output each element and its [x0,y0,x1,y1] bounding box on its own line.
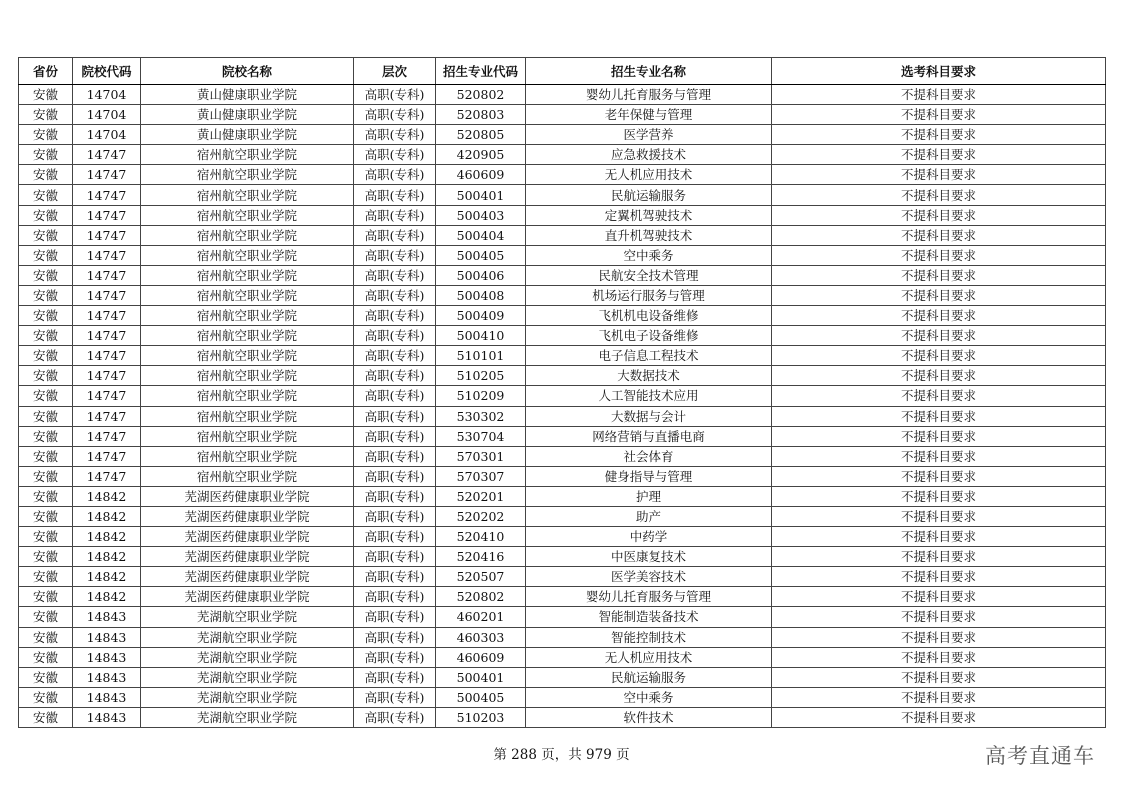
cell-subject-requirement: 不提科目要求 [772,506,1106,526]
cell-level: 高职(专科) [354,527,436,547]
cell-subject-requirement: 不提科目要求 [772,85,1106,105]
cell-province: 安徽 [19,607,73,627]
cell-school-name: 芜湖医药健康职业学院 [141,567,354,587]
cell-subject-requirement: 不提科目要求 [772,667,1106,687]
cell-major-name: 老年保健与管理 [526,105,772,125]
cell-school-code: 14747 [73,326,141,346]
cell-major-name: 中医康复技术 [526,547,772,567]
cell-major-name: 定翼机驾驶技术 [526,205,772,225]
cell-major-name: 机场运行服务与管理 [526,285,772,305]
cell-major-code: 520410 [436,527,526,547]
cell-major-name: 婴幼儿托育服务与管理 [526,587,772,607]
cell-level: 高职(专科) [354,285,436,305]
cell-major-code: 500405 [436,687,526,707]
cell-school-name: 芜湖航空职业学院 [141,667,354,687]
table-row [19,506,1106,526]
cell-major-code: 500401 [436,667,526,687]
table-row [19,527,1106,547]
cell-subject-requirement: 不提科目要求 [772,225,1106,245]
cell-major-name: 飞机机电设备维修 [526,306,772,326]
table-row [19,607,1106,627]
cell-subject-requirement: 不提科目要求 [772,105,1106,125]
cell-school-code: 14842 [73,567,141,587]
cell-level: 高职(专科) [354,326,436,346]
cell-school-name: 黄山健康职业学院 [141,85,354,105]
cell-province: 安徽 [19,627,73,647]
cell-major-name: 民航运输服务 [526,667,772,687]
cell-subject-requirement: 不提科目要求 [772,265,1106,285]
cell-major-name: 空中乘务 [526,245,772,265]
cell-province: 安徽 [19,466,73,486]
cell-province: 安徽 [19,245,73,265]
cell-school-code: 14843 [73,647,141,667]
cell-school-code: 14704 [73,105,141,125]
header-major-code: 招生专业代码 [436,58,526,85]
cell-school-code: 14747 [73,165,141,185]
cell-major-code: 500409 [436,306,526,326]
cell-subject-requirement: 不提科目要求 [772,647,1106,667]
table-row [19,386,1106,406]
cell-subject-requirement: 不提科目要求 [772,567,1106,587]
cell-subject-requirement: 不提科目要求 [772,707,1106,727]
cell-school-name: 宿州航空职业学院 [141,245,354,265]
cell-school-name: 宿州航空职业学院 [141,306,354,326]
cell-school-name: 宿州航空职业学院 [141,406,354,426]
cell-major-code: 460201 [436,607,526,627]
cell-subject-requirement: 不提科目要求 [772,607,1106,627]
cell-level: 高职(专科) [354,486,436,506]
cell-major-name: 电子信息工程技术 [526,346,772,366]
cell-subject-requirement: 不提科目要求 [772,145,1106,165]
cell-province: 安徽 [19,366,73,386]
cell-level: 高职(专科) [354,125,436,145]
cell-province: 安徽 [19,647,73,667]
table-row [19,587,1106,607]
cell-subject-requirement: 不提科目要求 [772,446,1106,466]
cell-school-code: 14843 [73,707,141,727]
cell-subject-requirement: 不提科目要求 [772,687,1106,707]
cell-subject-requirement: 不提科目要求 [772,627,1106,647]
cell-major-name: 助产 [526,506,772,526]
cell-major-name: 大数据与会计 [526,406,772,426]
cell-school-name: 芜湖医药健康职业学院 [141,486,354,506]
cell-major-code: 510209 [436,386,526,406]
cell-province: 安徽 [19,667,73,687]
cell-school-code: 14747 [73,185,141,205]
cell-level: 高职(专科) [354,627,436,647]
cell-province: 安徽 [19,125,73,145]
table-row [19,466,1106,486]
table-row [19,245,1106,265]
cell-level: 高职(专科) [354,386,436,406]
cell-school-name: 宿州航空职业学院 [141,205,354,225]
cell-school-code: 14842 [73,527,141,547]
cell-major-name: 婴幼儿托育服务与管理 [526,85,772,105]
cell-major-name: 健身指导与管理 [526,466,772,486]
cell-major-name: 社会体育 [526,446,772,466]
cell-level: 高职(专科) [354,85,436,105]
cell-school-name: 宿州航空职业学院 [141,145,354,165]
cell-school-name: 宿州航空职业学院 [141,285,354,305]
table-row [19,145,1106,165]
cell-major-code: 460609 [436,647,526,667]
table-row [19,265,1106,285]
table-row [19,125,1106,145]
cell-major-code: 460303 [436,627,526,647]
cell-level: 高职(专科) [354,205,436,225]
header-province: 省份 [19,58,73,85]
cell-province: 安徽 [19,426,73,446]
cell-province: 安徽 [19,145,73,165]
cell-major-name: 无人机应用技术 [526,165,772,185]
cell-major-name: 人工智能技术应用 [526,386,772,406]
admission-table [18,57,1106,728]
cell-major-code: 500406 [436,265,526,285]
cell-school-name: 宿州航空职业学院 [141,265,354,285]
cell-major-code: 520201 [436,486,526,506]
cell-school-name: 宿州航空职业学院 [141,426,354,446]
cell-school-name: 芜湖医药健康职业学院 [141,547,354,567]
cell-school-code: 14842 [73,547,141,567]
cell-major-name: 医学营养 [526,125,772,145]
cell-school-name: 宿州航空职业学院 [141,386,354,406]
cell-level: 高职(专科) [354,567,436,587]
cell-level: 高职(专科) [354,406,436,426]
cell-major-code: 570301 [436,446,526,466]
cell-level: 高职(专科) [354,366,436,386]
cell-province: 安徽 [19,346,73,366]
table-row [19,707,1106,727]
cell-major-name: 民航运输服务 [526,185,772,205]
cell-level: 高职(专科) [354,587,436,607]
cell-major-name: 软件技术 [526,707,772,727]
cell-major-code: 510203 [436,707,526,727]
cell-level: 高职(专科) [354,466,436,486]
table-row [19,185,1106,205]
cell-school-name: 黄山健康职业学院 [141,105,354,125]
cell-major-name: 直升机驾驶技术 [526,225,772,245]
cell-province: 安徽 [19,265,73,285]
cell-school-code: 14747 [73,205,141,225]
cell-subject-requirement: 不提科目要求 [772,346,1106,366]
header-school-name: 院校名称 [141,58,354,85]
cell-province: 安徽 [19,406,73,426]
table-row [19,105,1106,125]
table-row [19,285,1106,305]
cell-school-name: 芜湖航空职业学院 [141,687,354,707]
cell-major-name: 无人机应用技术 [526,647,772,667]
cell-school-name: 芜湖航空职业学院 [141,707,354,727]
cell-school-code: 14747 [73,346,141,366]
cell-school-name: 宿州航空职业学院 [141,185,354,205]
cell-major-code: 570307 [436,466,526,486]
cell-school-name: 宿州航空职业学院 [141,326,354,346]
table-row [19,326,1106,346]
cell-school-name: 芜湖医药健康职业学院 [141,527,354,547]
cell-school-name: 芜湖航空职业学院 [141,627,354,647]
cell-school-code: 14747 [73,386,141,406]
cell-subject-requirement: 不提科目要求 [772,205,1106,225]
cell-level: 高职(专科) [354,607,436,627]
cell-school-code: 14747 [73,225,141,245]
page-number: 第 288 页，共 979 页 [493,747,630,763]
table-row [19,366,1106,386]
header-major-name: 招生专业名称 [526,58,772,85]
cell-school-code: 14843 [73,687,141,707]
cell-major-code: 510101 [436,346,526,366]
header-level: 层次 [354,58,436,85]
cell-major-code: 530302 [436,406,526,426]
cell-subject-requirement: 不提科目要求 [772,165,1106,185]
cell-major-name: 智能控制技术 [526,627,772,647]
cell-subject-requirement: 不提科目要求 [772,587,1106,607]
cell-major-code: 500401 [436,185,526,205]
table-body [19,85,1106,728]
cell-school-name: 芜湖航空职业学院 [141,607,354,627]
cell-province: 安徽 [19,707,73,727]
cell-province: 安徽 [19,105,73,125]
cell-level: 高职(专科) [354,707,436,727]
cell-school-name: 芜湖航空职业学院 [141,647,354,667]
cell-school-code: 14747 [73,366,141,386]
cell-province: 安徽 [19,446,73,466]
cell-level: 高职(专科) [354,687,436,707]
cell-major-name: 民航安全技术管理 [526,265,772,285]
cell-major-name: 飞机电子设备维修 [526,326,772,346]
cell-school-name: 芜湖医药健康职业学院 [141,506,354,526]
cell-subject-requirement: 不提科目要求 [772,547,1106,567]
cell-subject-requirement: 不提科目要求 [772,306,1106,326]
table-row [19,346,1106,366]
cell-level: 高职(专科) [354,506,436,526]
cell-school-name: 宿州航空职业学院 [141,466,354,486]
cell-subject-requirement: 不提科目要求 [772,486,1106,506]
cell-major-code: 520507 [436,567,526,587]
cell-level: 高职(专科) [354,225,436,245]
cell-major-code: 510205 [436,366,526,386]
cell-major-name: 中药学 [526,527,772,547]
cell-subject-requirement: 不提科目要求 [772,326,1106,346]
cell-major-name: 空中乘务 [526,687,772,707]
cell-school-name: 宿州航空职业学院 [141,225,354,245]
cell-major-name: 智能制造装备技术 [526,607,772,627]
cell-major-code: 460609 [436,165,526,185]
cell-province: 安徽 [19,386,73,406]
header-school-code: 院校代码 [73,58,141,85]
header-subject-requirement: 选考科目要求 [772,58,1106,85]
table-row [19,547,1106,567]
cell-subject-requirement: 不提科目要求 [772,466,1106,486]
table-row [19,446,1106,466]
cell-province: 安徽 [19,225,73,245]
cell-level: 高职(专科) [354,346,436,366]
cell-school-code: 14747 [73,145,141,165]
cell-province: 安徽 [19,165,73,185]
cell-school-code: 14747 [73,426,141,446]
cell-school-code: 14747 [73,245,141,265]
cell-province: 安徽 [19,486,73,506]
cell-subject-requirement: 不提科目要求 [772,125,1106,145]
cell-subject-requirement: 不提科目要求 [772,426,1106,446]
cell-level: 高职(专科) [354,105,436,125]
cell-province: 安徽 [19,687,73,707]
table-row [19,667,1106,687]
cell-major-name: 网络营销与直播电商 [526,426,772,446]
cell-level: 高职(专科) [354,667,436,687]
cell-level: 高职(专科) [354,446,436,466]
cell-major-code: 500404 [436,225,526,245]
cell-level: 高职(专科) [354,547,436,567]
table-row [19,687,1106,707]
table-row [19,486,1106,506]
cell-school-code: 14842 [73,587,141,607]
cell-major-code: 520802 [436,85,526,105]
table-row [19,165,1106,185]
cell-level: 高职(专科) [354,165,436,185]
cell-school-code: 14747 [73,285,141,305]
cell-school-name: 宿州航空职业学院 [141,446,354,466]
cell-province: 安徽 [19,587,73,607]
cell-major-name: 医学美容技术 [526,567,772,587]
cell-subject-requirement: 不提科目要求 [772,245,1106,265]
cell-school-name: 黄山健康职业学院 [141,125,354,145]
cell-subject-requirement: 不提科目要求 [772,386,1106,406]
table-row [19,205,1106,225]
cell-level: 高职(专科) [354,647,436,667]
cell-province: 安徽 [19,547,73,567]
cell-province: 安徽 [19,85,73,105]
cell-major-code: 520802 [436,587,526,607]
table-row [19,225,1106,245]
cell-subject-requirement: 不提科目要求 [772,366,1106,386]
cell-major-name: 应急救援技术 [526,145,772,165]
table-row [19,85,1106,105]
cell-major-name: 大数据技术 [526,366,772,386]
cell-major-code: 500405 [436,245,526,265]
cell-school-code: 14704 [73,85,141,105]
cell-subject-requirement: 不提科目要求 [772,285,1106,305]
cell-major-code: 520805 [436,125,526,145]
cell-major-code: 520202 [436,506,526,526]
cell-school-code: 14747 [73,466,141,486]
cell-school-code: 14843 [73,627,141,647]
cell-level: 高职(专科) [354,245,436,265]
cell-major-code: 530704 [436,426,526,446]
cell-major-code: 520803 [436,105,526,125]
table-row [19,647,1106,667]
table-row [19,426,1106,446]
cell-school-name: 芜湖医药健康职业学院 [141,587,354,607]
cell-school-name: 宿州航空职业学院 [141,366,354,386]
cell-level: 高职(专科) [354,306,436,326]
cell-subject-requirement: 不提科目要求 [772,406,1106,426]
cell-province: 安徽 [19,567,73,587]
cell-school-code: 14747 [73,406,141,426]
cell-province: 安徽 [19,326,73,346]
cell-province: 安徽 [19,527,73,547]
cell-school-name: 宿州航空职业学院 [141,165,354,185]
cell-school-code: 14747 [73,306,141,326]
cell-province: 安徽 [19,185,73,205]
watermark-text: 高考直通车 [985,744,1095,768]
cell-subject-requirement: 不提科目要求 [772,185,1106,205]
cell-school-code: 14842 [73,486,141,506]
cell-province: 安徽 [19,506,73,526]
table-row [19,627,1106,647]
cell-major-code: 420905 [436,145,526,165]
cell-school-name: 宿州航空职业学院 [141,346,354,366]
cell-school-code: 14704 [73,125,141,145]
cell-school-code: 14747 [73,265,141,285]
cell-major-code: 500410 [436,326,526,346]
cell-level: 高职(专科) [354,185,436,205]
cell-level: 高职(专科) [354,426,436,446]
cell-province: 安徽 [19,205,73,225]
table-row [19,406,1106,426]
table-row [19,306,1106,326]
cell-major-code: 500408 [436,285,526,305]
cell-level: 高职(专科) [354,145,436,165]
header-row [19,58,1106,85]
cell-school-code: 14843 [73,607,141,627]
cell-major-code: 500403 [436,205,526,225]
cell-school-code: 14747 [73,446,141,466]
table-row [19,567,1106,587]
cell-level: 高职(专科) [354,265,436,285]
cell-major-code: 520416 [436,547,526,567]
cell-subject-requirement: 不提科目要求 [772,527,1106,547]
cell-school-code: 14842 [73,506,141,526]
cell-province: 安徽 [19,306,73,326]
cell-school-code: 14843 [73,667,141,687]
cell-province: 安徽 [19,285,73,305]
cell-major-name: 护理 [526,486,772,506]
